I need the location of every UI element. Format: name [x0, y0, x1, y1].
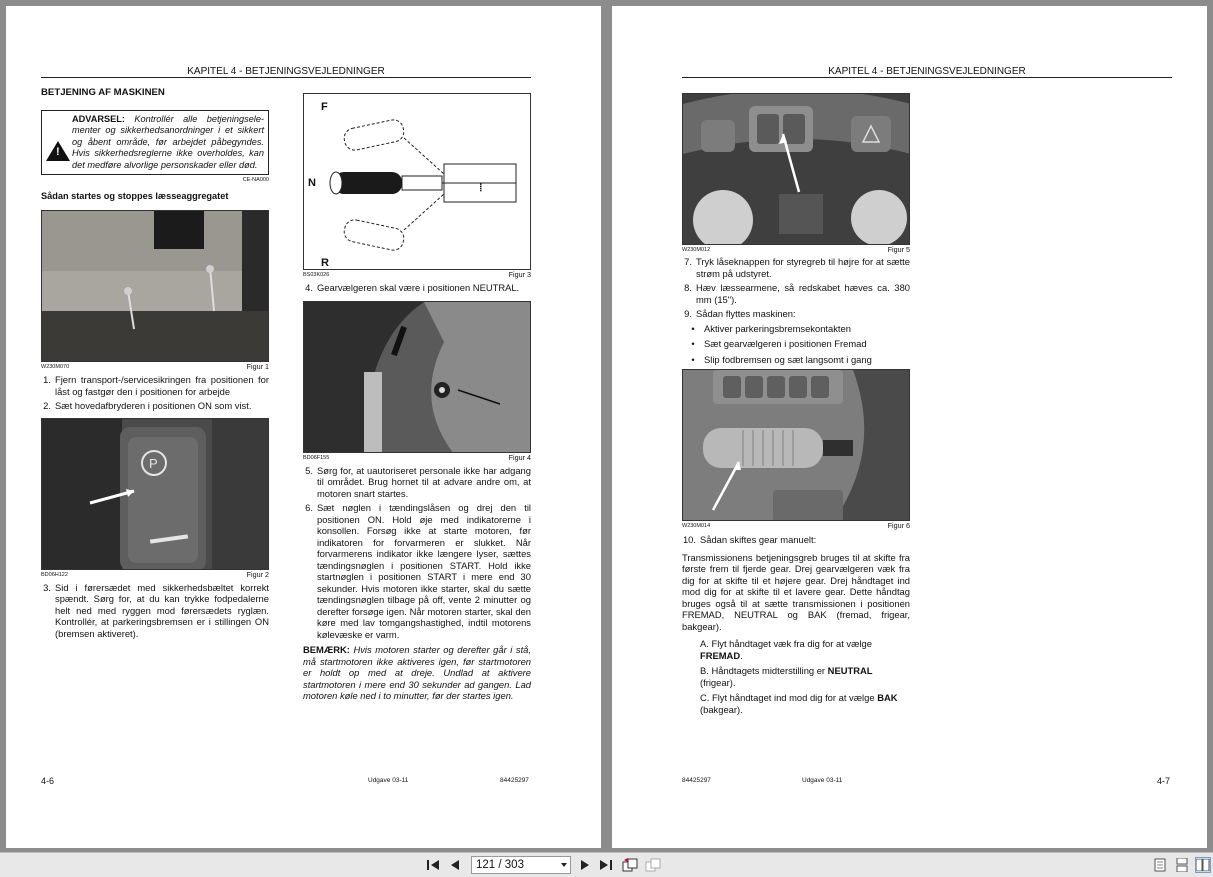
svg-text:P: P [149, 455, 158, 471]
step-text: Tryk låseknappen for styregreb til højre for at sætte strøm på udstyret. [696, 256, 910, 279]
right-column [303, 93, 531, 702]
bullet-item: • Sæt gearvælgeren i positionen Fremad [691, 338, 867, 349]
left-column [41, 87, 269, 642]
bullet-item: • Slip fodbremsen og sæt langsomt i gang [691, 353, 872, 365]
svg-text:▪▪▪▪: ▪▪▪▪ [477, 183, 483, 192]
step-number: 3. [43, 581, 51, 593]
left-page [6, 6, 601, 848]
steps-list-c [303, 282, 531, 294]
figure-3-code: BS03K026 [303, 272, 330, 278]
sub-item-a [682, 638, 910, 661]
figure-6-photo [682, 369, 910, 521]
page-number: 4-6 [41, 776, 55, 786]
step-text: Gearvælgeren skal være i positionen NEUTRAL. [317, 282, 520, 293]
page-number-value: 121 / 303 [476, 859, 524, 871]
figure-5-photo [682, 93, 910, 245]
step-6 [303, 502, 531, 640]
figure-1-caption [41, 363, 269, 371]
page-header: KAPITEL 4 - BETJENINGSVEJLEDNINGER [682, 66, 1172, 78]
figure-6-code: W230M014 [682, 523, 711, 529]
sub-item-post: (bakgear). [700, 703, 743, 715]
steps-list-d [303, 465, 531, 641]
main-column [682, 93, 910, 719]
bullet-text: Aktiver parkeringsbremsekontakten [704, 322, 851, 334]
next-page-icon[interactable] [578, 857, 592, 873]
figure-2-photo [41, 418, 269, 570]
figure-1-code: W230M070 [41, 364, 70, 370]
steps-list-e [682, 256, 910, 320]
step-4 [303, 282, 531, 294]
bullet-item: • Aktiver parkeringsbremsekontakten [691, 322, 851, 334]
step-5 [303, 465, 531, 500]
bullet-text: Slip fodbremsen og sæt langsomt i gang [704, 353, 872, 365]
bullet-text: Sæt gearvælgeren i positionen Fremad [704, 338, 867, 349]
step-1 [41, 374, 269, 397]
page-header: KAPITEL 4 - BETJENINGSVEJLEDNINGER [41, 66, 531, 78]
go-back-view-icon[interactable] [622, 857, 638, 873]
page-number: 4-7 [1157, 776, 1171, 786]
step-number: 2. [43, 400, 51, 411]
step-text: Sådan flyttes maskinen: [696, 308, 796, 319]
steps-list-a [41, 374, 269, 412]
sub-item-bold: FREMAD [700, 649, 741, 661]
note-label: BEMÆRK: [303, 644, 350, 655]
chevron-down-icon [561, 863, 567, 867]
step-9 [682, 308, 910, 320]
figure-6-caption [682, 522, 910, 530]
step-8 [682, 282, 910, 305]
figure-4-photo [303, 301, 531, 453]
step-text: Sid i førersædet med sikkerhedsbæltet korrekt spændt. Sørg for, at du kan trykke fodpedalerne helt ned med ryggen mod førersædets ryglæn. Kontrollér, at parkeringsbremsen er i stillingen ON (bremsen aktiveret). [55, 581, 269, 639]
warning-icon [46, 141, 70, 161]
step-number: 7. [684, 256, 692, 267]
go-forward-view-icon[interactable] [645, 857, 661, 873]
previous-page-icon[interactable] [448, 857, 462, 873]
warning-box [41, 110, 269, 176]
warning-code: CE-NA000 [242, 177, 269, 183]
continuous-view-icon[interactable] [1175, 857, 1189, 873]
step-2 [41, 400, 269, 412]
bullet-list [682, 323, 910, 366]
document-number: 84425297 [500, 777, 529, 784]
figure-5-code: W230M012 [682, 247, 711, 253]
sub-item-text: C. Flyt håndtaget ind mod dig for at vælge [700, 692, 875, 703]
sub-item-bold: NEUTRAL [827, 665, 873, 676]
step-number: 10. [682, 534, 696, 545]
sub-item-text: B. Håndtagets midterstilling er [700, 665, 826, 676]
figure-2-label: Figur 2 [246, 569, 269, 579]
step-text: Sådan skiftes gear manuelt: [700, 534, 817, 545]
figure-2-code: BD06H122 [41, 571, 68, 578]
sub-item-bold: BAK [877, 692, 898, 703]
warning-label: ADVARSEL: [72, 113, 125, 124]
viewer-toolbar [0, 852, 1213, 877]
step-text: Hæv læssearmene, så redskabet hæves ca. 380 mm (15"). [696, 282, 910, 305]
page-number-select[interactable] [471, 856, 571, 874]
step-7 [682, 256, 910, 279]
two-page-view-icon[interactable] [1195, 857, 1211, 873]
subheading: Sådan startes og stoppes læsseaggregatet [41, 190, 229, 201]
steps-list-b [41, 582, 269, 640]
figure-5-label: Figur 5 [887, 245, 910, 254]
step-text: Sørg for, at uautoriseret personale ikke har adgang til området. Brug hornet til at advare andre om, at motoren snart startes. [317, 464, 531, 499]
figure-2-caption [41, 571, 269, 579]
figure-4-caption [303, 454, 531, 462]
sub-item-post: (frigear). [700, 676, 736, 688]
gear-label-n: N [308, 177, 316, 189]
step-text: Sæt nøglen i tændingslåsen og drej den til positionen ON. Hold øje med indikatorerne i konsollen. Forsøg ikke at starte motoren, før indikatoren for forvarmeren er slukket. Når forvarmerens indikator ikke længere lyser, sættes tændingsnøglen i positionen START. Hold ikke startnøglen i positionen START i mere end 30 sekunder. Hvis motoren ikke starter, skal du sætte tændingsnøglen tilbage på off, vente 2 minutter og derefter forsøge igen. Når motoren starter, skal den køre med lav tomgangshastighed, indtil motorens kølevæske er varm. [317, 502, 531, 640]
last-page-icon[interactable] [598, 857, 614, 873]
section-title: BETJENING AF MASKINEN [41, 87, 165, 98]
note-text: Hvis motoren starter og derefter går i stå, må startmotoren ikke aktiveres igen, før startmotoren er holdt op med at dreje. Undlad at aktivere startmotoren i mere end 30 sekunder ad gangen. Lad motoren køle ned i to minutter, før der startes igen. [303, 644, 531, 701]
single-page-view-icon[interactable] [1153, 857, 1167, 873]
figure-4-label: Figur 4 [508, 452, 531, 462]
figure-5-caption [682, 246, 910, 254]
note-paragraph [303, 644, 531, 702]
step-number: 4. [305, 282, 313, 293]
step-number: 1. [43, 374, 51, 385]
step-10 [682, 534, 910, 546]
gear-label-f: F [321, 101, 328, 113]
document-number: 84425297 [682, 777, 711, 784]
figure-1-photo [41, 210, 269, 362]
gear-label-r: R [321, 257, 329, 269]
steps-list-f [682, 534, 910, 546]
sub-item-c [682, 692, 910, 715]
transmission-paragraph: Transmissionens betjeningsgreb bruges til at skifte fra første frem til fjerde gear. Drej gearvælgeren væk fra dig for at skifte til et højere gear. Drej håndtaget ind mod dig for at skifte til et lavere gear. Dette håndtag bruges også til at sætte transmissionen i positionen FREMAD, NEUTRAL og BAK (fremad, frigear, bakgear). [682, 551, 910, 632]
first-page-icon[interactable] [425, 857, 441, 873]
figure-3-diagram [303, 93, 531, 270]
sub-item-text: A. Flyt håndtaget væk fra dig for at vælge [700, 638, 872, 649]
right-page [612, 6, 1207, 848]
step-number: 5. [305, 464, 313, 476]
sub-item-post: . [740, 649, 743, 661]
edition: Udgave 03-11 [368, 777, 409, 784]
figure-6-label: Figur 6 [887, 521, 910, 530]
step-text: Sæt hovedafbryderen i positionen ON som vist. [55, 400, 252, 411]
warning-text: Kontrollér alle betjeningsele-menter og sikkerhedsanordninger i et sikkert og åbent område, før arbejdet påbegyndes. Hvis sikkerhedsreglerne ikke overholdes, kan det medføre alvorlige personskader eller død. [72, 113, 264, 170]
step-number: 9. [684, 308, 692, 319]
step-3 [41, 582, 269, 640]
sub-item-b [682, 665, 910, 688]
figure-4-code: BD06F155 [303, 454, 330, 461]
step-number: 6. [305, 502, 313, 513]
step-text: Fjern transport-/servicesikringen fra positionen for låst og fastgør den i positionen for arbejde [55, 374, 269, 397]
figure-3-label: Figur 3 [508, 270, 531, 279]
figure-3-caption [303, 271, 531, 279]
step-number: 8. [684, 282, 692, 293]
edition: Udgave 03-11 [802, 777, 843, 784]
figure-1-label: Figur 1 [246, 362, 269, 371]
